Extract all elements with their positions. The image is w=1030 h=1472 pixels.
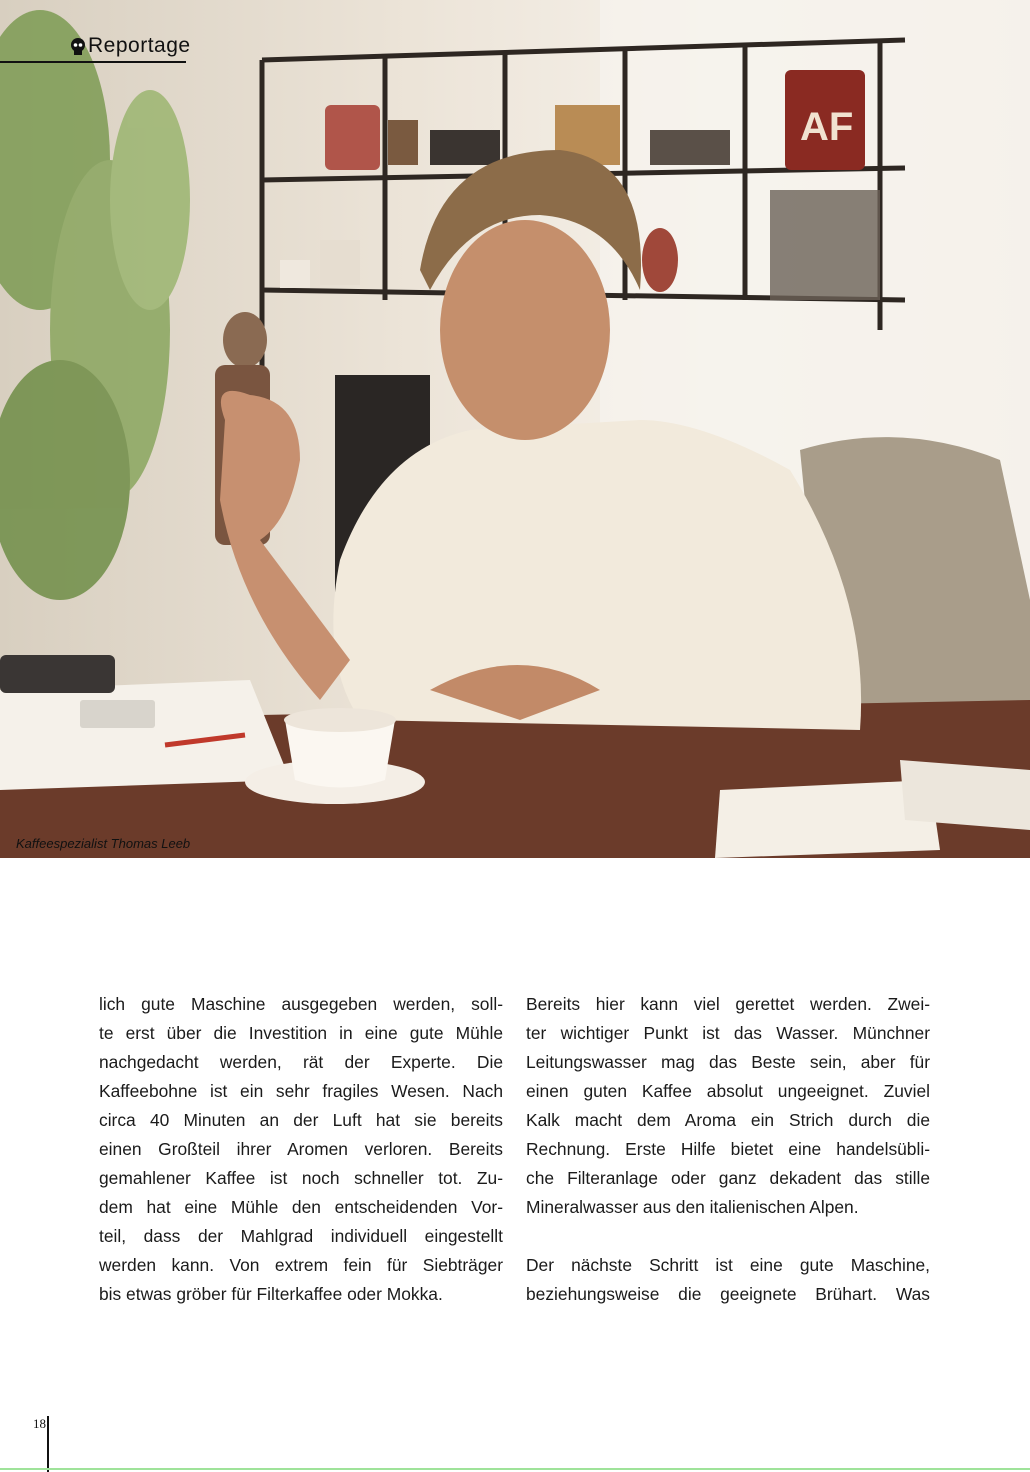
svg-text:AF: AF <box>800 105 854 149</box>
text-line: nachgedacht werden, rät der Experte. Die <box>99 1052 503 1072</box>
text-line: Kalk macht dem Aroma ein Strich durch die <box>526 1110 930 1130</box>
text-line: bis etwas gröber für Filterkaffee oder Mokka. <box>99 1284 443 1304</box>
photo-caption: Kaffeespezialist Thomas Leeb <box>16 836 191 851</box>
text-line: lich gute Maschine ausgegeben werden, soll- <box>99 994 503 1014</box>
text-line: che Filteranlage oder ganz dekadent das stille <box>526 1168 930 1188</box>
section-label: Reportage <box>88 34 191 57</box>
text-line: Kaffeebohne ist ein sehr fragiles Wesen. Nach <box>99 1081 503 1101</box>
text-line: Leitungswasser mag das Beste sein, aber für <box>526 1052 930 1072</box>
article-column-left <box>99 990 503 1309</box>
text-line: teil, dass der Mahlgrad individuell eingestellt <box>99 1226 503 1246</box>
text-line: Rechnung. Erste Hilfe bietet eine handelsübli- <box>526 1139 930 1159</box>
text-line: circa 40 Minuten an der Luft hat sie bereits <box>99 1110 503 1130</box>
footer-rule <box>0 1468 1030 1470</box>
text-line: Mineralwasser aus den italienischen Alpen. <box>526 1197 859 1217</box>
paragraph-gap <box>526 1222 930 1251</box>
text-line: dem hat eine Mühle den entscheidenden Vor- <box>99 1197 503 1217</box>
telephone <box>0 655 115 693</box>
header-rule <box>0 61 186 63</box>
text-line: Der nächste Schritt ist eine gute Maschine, <box>526 1255 930 1275</box>
skull-icon <box>70 38 86 56</box>
text-line: te erst über die Investition in eine gute Mühle <box>99 1023 503 1043</box>
text-line: einen guten Kaffee absolut ungeeignet. Zuviel <box>526 1081 930 1101</box>
fern-plant <box>0 10 190 600</box>
text-line: werden kann. Von extrem fein für Siebträger <box>99 1255 503 1275</box>
section-header <box>0 28 190 68</box>
text-line: Bereits hier kann viel gerettet werden. Zwei- <box>526 994 930 1014</box>
article-column-right <box>526 990 930 1309</box>
text-line: beziehungsweise die geeignete Brühart. Was <box>526 1284 930 1304</box>
tin-can <box>325 105 380 170</box>
page-number: 18 <box>33 1416 46 1431</box>
text-line: einen Großteil ihrer Aromen verloren. Bereits <box>99 1139 503 1159</box>
text-line: gemahlener Kaffee ist noch schneller tot. Zu- <box>99 1168 503 1188</box>
footer-bar <box>47 1416 49 1472</box>
text-line: ter wichtiger Punkt ist das Wasser. Münchner <box>526 1023 930 1043</box>
